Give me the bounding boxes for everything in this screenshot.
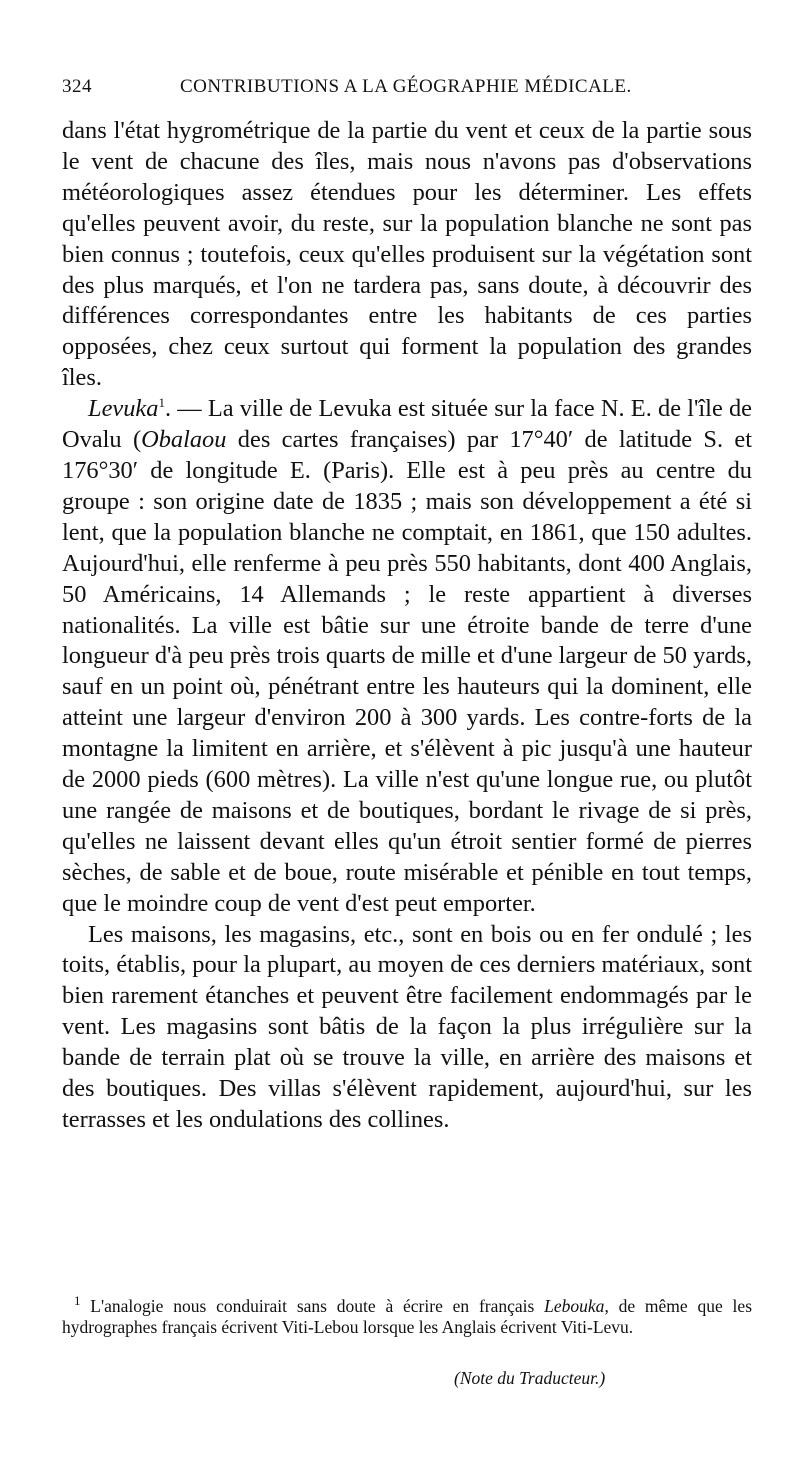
translator-note: (Note du Traducteur.) (454, 1368, 606, 1388)
paragraph-levuka-part2: des cartes françaises) par 17°40′ de latitude S. et 176°30′ de longitude E. (Paris). Elle est à peu près au centre du groupe : son origine date de 1835 ; mais son développement a été si lent, que la population blanche ne comptait, en 1861, que 150 adultes. Aujourd'hui, elle renferme à peu près 550 habitants, dont 400 Anglais, 50 Américains, 14 Allemands ; le reste appartient à diverses nationalités. La ville est bâtie sur une étroite bande de terre d'une longueur d'à peu près trois quarts de mille et d'une largeur de 50 yards, sauf en un point où, pénétrant entre les hauteurs qui la dominent, elle atteint une largeur d'environ 200 à 300 yards. Les contre-forts de la montagne la limitent en arrière, et s'élèvent à pic jusqu'à une hauteur de 2000 pieds (600 mètres). La ville n'est qu'une longue rue, ou plutôt une rangée de maisons et de boutiques, bordant le rivage de si près, qu'elles ne laissent devant elles qu'un étroit sentier formé de pierres sèches, de sable et de boue, route misérable et pénible en tout temps, que le moindre coup de vent d'est peut emporter. (62, 426, 752, 917)
paragraph-buildings: Les maisons, les magasins, etc., sont en bois ou en fer ondulé ; les toits, établis, pour la plupart, au moyen de ces derniers matériaux, sont bien rarement étanches et peuvent être facilement endommagés par le vent. Les magasins sont bâtis de la façon la plus irrégulière sur la bande de terrain plat où se trouve la ville, en arrière des maisons et des boutiques. Des villas s'élèvent rapidement, aujourd'hui, sur les terrasses et les ondulations des collines. (62, 920, 752, 1133)
footnote-reference: 1 (158, 395, 165, 411)
footnote-mark: 1 (74, 1293, 81, 1309)
footnote-text-part2: , de même que les hydrographes français écrivent Viti-Lebou lorsque les Anglais écrivent Viti-Levu. (62, 1296, 753, 1337)
paragraph-levuka-part1: . — La ville de Levuka est située sur la face N. E. de l'île de Ovalu ( (62, 395, 752, 454)
paragraph-levuka (62, 394, 752, 919)
footnote-block (62, 1293, 753, 1337)
obalaou-italic: Obalaou (141, 426, 227, 454)
footnote (62, 1293, 753, 1337)
running-title: CONTRIBUTIONS A LA GÉOGRAPHIE MÉDICALE. (180, 76, 632, 97)
section-heading-levuka: Levuka (88, 395, 159, 423)
page-number: 324 (62, 76, 92, 97)
body-text (62, 116, 752, 1136)
lebouka-italic: Lebouka (544, 1296, 605, 1316)
footnote-text-part1: L'analogie nous conduirait sans doute à écrire en français (80, 1296, 545, 1316)
paragraph-intro: dans l'état hygrométrique de la partie du vent et ceux de la partie sous le vent de chacune des îles, mais nous n'avons pas d'observations météorologiques assez étendues pour les déterminer. Les effets qu'elles peuvent avoir, du reste, sur la population blanche ne sont pas bien connus ; toutefois, ceux qu'elles produisent sur la végétation sont des plus marqués, et l'on ne tardera pas, sans doute, à découvrir des différences correspondantes entre les habitants de ces parties opposées, chez ceux surtout qui forment la population des grandes îles. (62, 117, 752, 392)
